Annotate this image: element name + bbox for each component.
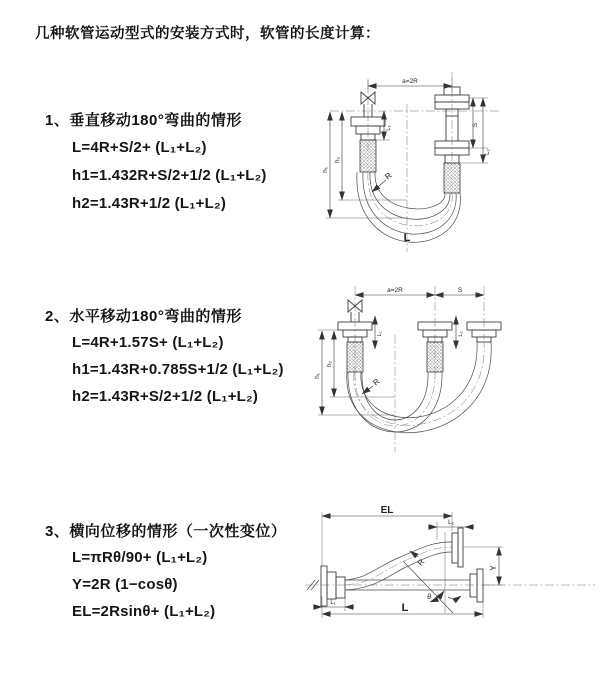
flange bbox=[470, 574, 477, 597]
section2-formula-L: L=4R+1.57S+ (L₁+L₂) bbox=[72, 334, 224, 351]
dim-label-L1: L₁ bbox=[386, 125, 392, 131]
dim-label-h2: h₂ bbox=[334, 156, 341, 164]
dimensions-top bbox=[355, 287, 484, 295]
dim-label-L2: L₂ bbox=[458, 331, 464, 337]
flange bbox=[452, 533, 458, 563]
section2-heading: 2、水平移动180°弯曲的情形 bbox=[45, 308, 242, 325]
angle-construction bbox=[403, 561, 461, 613]
dim-label-R: R bbox=[415, 557, 427, 568]
curved-hose bbox=[345, 528, 463, 590]
braided-hose-section bbox=[347, 342, 363, 372]
dim-label-theta: θ bbox=[427, 594, 431, 601]
centerlines bbox=[305, 532, 595, 613]
dim-label-h1: h₁ bbox=[314, 373, 321, 379]
valve-icon bbox=[361, 92, 368, 104]
section3-heading: 3、横向位移的情形（一次性变位） bbox=[45, 523, 287, 540]
dim-label-S: S bbox=[457, 287, 463, 294]
diagram-vertical-180-bend bbox=[303, 66, 508, 256]
diagram-lateral-displacement bbox=[300, 498, 600, 628]
dim-label-L1: L₁ bbox=[377, 331, 383, 337]
section3-formula-L: L=πRθ/90+ (L₁+L₂) bbox=[72, 549, 208, 566]
page-title: 几种软管运动型式的安装方式时，软管的长度计算： bbox=[35, 26, 380, 42]
dim-label-EL: EL bbox=[380, 505, 394, 516]
dim-label-h1: h₁ bbox=[322, 167, 329, 173]
dim-label-a2R: a=2R bbox=[402, 78, 418, 85]
hose-u-curves bbox=[347, 342, 491, 433]
dim-label-h2: h₂ bbox=[326, 360, 333, 368]
dim-label-L2: L₂ bbox=[485, 149, 491, 155]
dim-label-L2: L₂ bbox=[448, 520, 454, 526]
dimensions bbox=[322, 78, 491, 244]
section2-formula-h2: h2=1.43R+S/2+1/2 (L₁+L₂) bbox=[72, 388, 259, 405]
valve-icon bbox=[348, 300, 355, 312]
dim-label-L1: L₁ bbox=[330, 600, 336, 606]
straight-hose bbox=[345, 569, 483, 602]
dim-label-Y: Y bbox=[489, 565, 498, 571]
section1-formula-h2: h2=1.43R+1/2 (L₁+L₂) bbox=[72, 195, 227, 212]
dim-label-L: L bbox=[403, 232, 411, 244]
diagram-horizontal-180-bend bbox=[300, 282, 600, 454]
dim-label-R: R bbox=[383, 170, 394, 182]
braided-hose-section bbox=[444, 163, 460, 193]
section2-formula-h1: h1=1.43R+0.785S+1/2 (L₁+L₂) bbox=[72, 361, 284, 378]
centerlines bbox=[330, 72, 500, 252]
braided-hose-section bbox=[360, 140, 376, 172]
dim-label-L: L bbox=[401, 602, 409, 614]
section3-formula-EL: EL=2Rsinθ+ (L₁+L₂) bbox=[72, 603, 216, 620]
section1-heading: 1、垂直移动180°弯曲的情形 bbox=[45, 112, 242, 129]
section1-formula-L: L=4R+S/2+ (L₁+L₂) bbox=[72, 139, 207, 156]
section3-formula-Y: Y=2R (1−cosθ) bbox=[72, 576, 178, 593]
section1-formula-h1: h1=1.432R+S/2+1/2 (L₁+L₂) bbox=[72, 167, 267, 184]
dim-label-a2R: a=2R bbox=[387, 287, 403, 294]
braided-hose-section bbox=[427, 342, 443, 372]
dim-label-R: R bbox=[371, 376, 382, 388]
dimensions bbox=[313, 505, 503, 618]
dim-label-S: S bbox=[472, 122, 479, 128]
